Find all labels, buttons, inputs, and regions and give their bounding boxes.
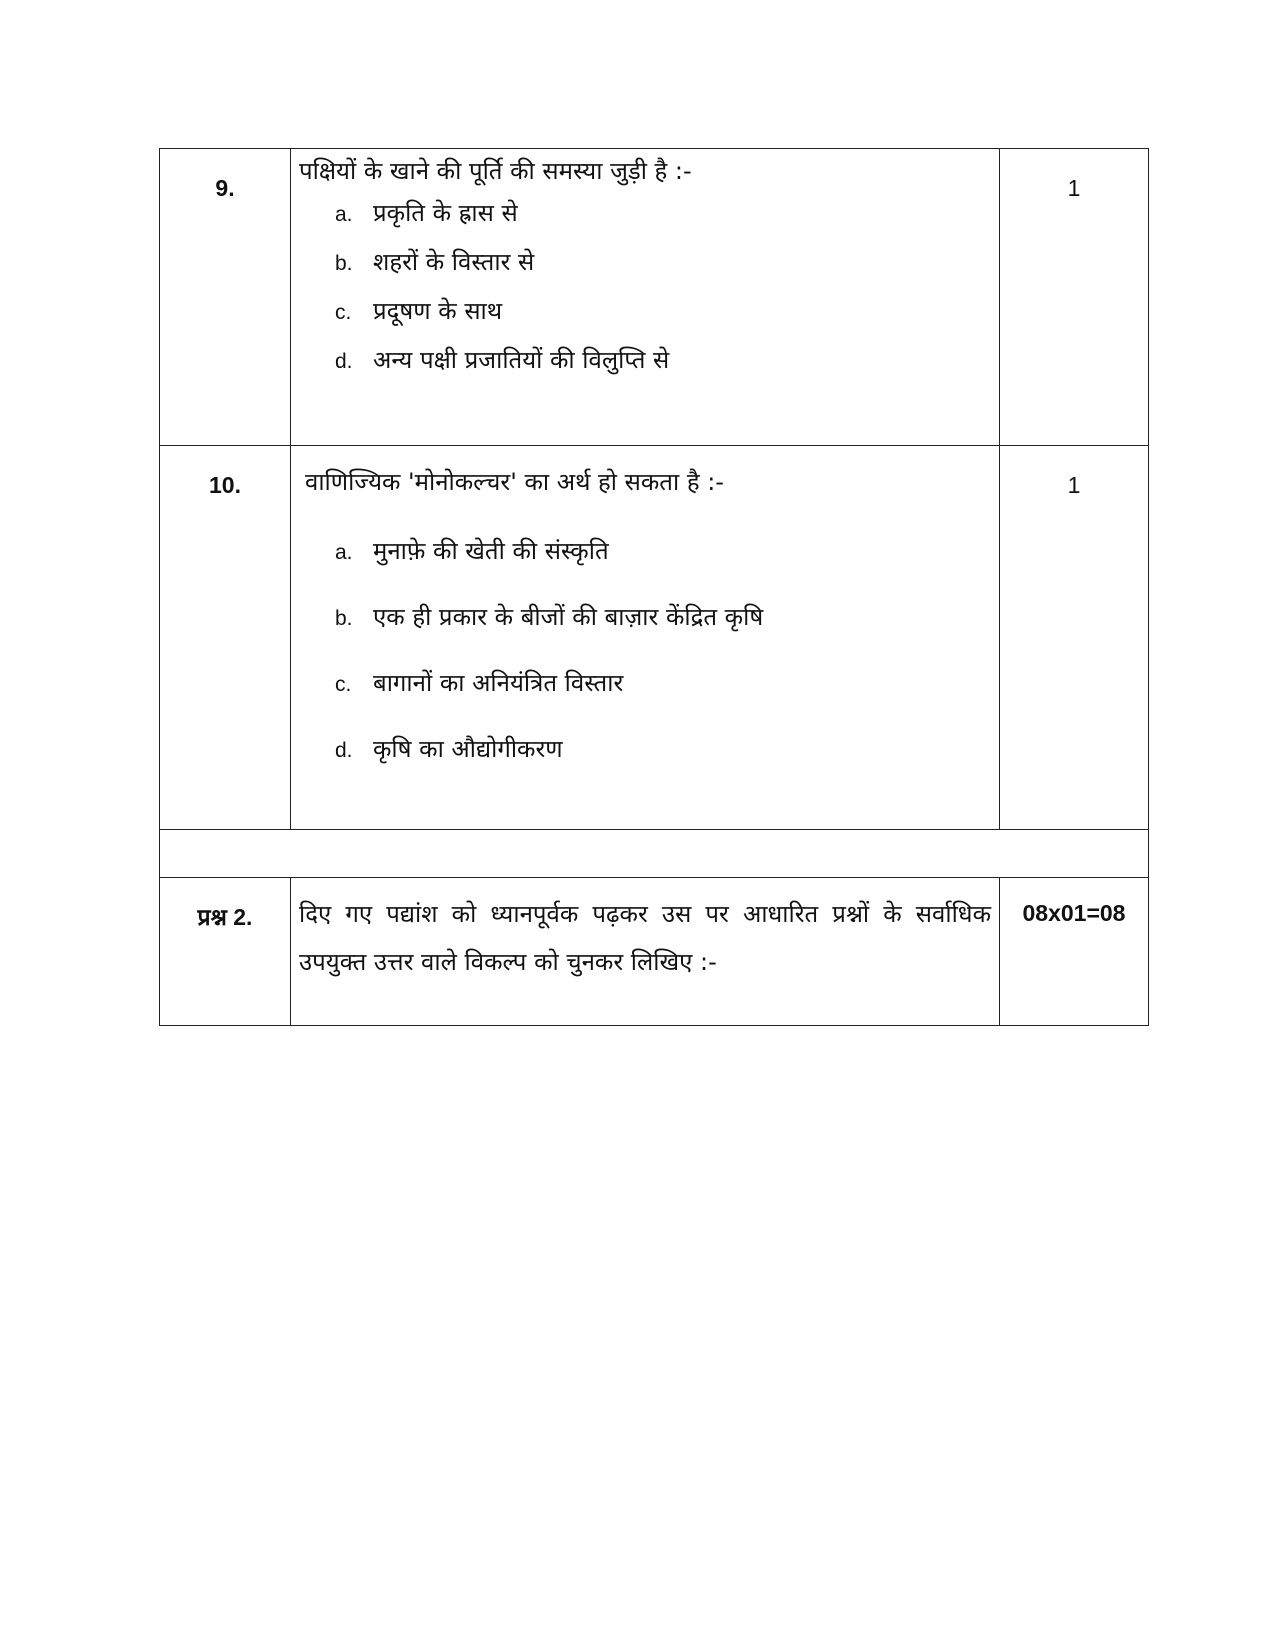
question-number: 10. xyxy=(160,446,291,830)
question-body xyxy=(291,149,1000,446)
question-marks: 1 xyxy=(1000,149,1149,446)
option-letter: d. xyxy=(335,739,353,762)
option-text: प्रदूषण के साथ xyxy=(373,297,503,325)
option-b xyxy=(335,238,999,287)
options-list xyxy=(291,189,999,385)
question-body xyxy=(291,446,1000,830)
question-stem: पक्षियों के खाने की पूर्ति की समस्या जुड़ी है :- xyxy=(299,157,692,185)
question-row-10 xyxy=(160,446,1149,830)
option-letter: c. xyxy=(335,673,352,696)
option-a xyxy=(335,518,999,584)
option-text: मुनाफ़े की खेती की संस्कृति xyxy=(373,537,609,565)
option-text: शहरों के विस्तार से xyxy=(373,248,535,276)
option-b xyxy=(335,584,999,650)
options-list xyxy=(291,518,999,782)
option-letter: d. xyxy=(335,350,353,373)
blank-cell xyxy=(160,830,1149,878)
question-number: 9. xyxy=(160,149,291,446)
section-row-2 xyxy=(160,878,1149,1026)
option-letter: b. xyxy=(335,252,353,275)
question-row-9 xyxy=(160,149,1149,446)
question-table xyxy=(159,148,1149,1026)
section-marks: 08x01=08 xyxy=(1000,878,1149,1026)
option-letter: a. xyxy=(335,541,353,564)
option-letter: a. xyxy=(335,203,353,226)
option-text: बागानों का अनियंत्रित विस्तार xyxy=(373,669,624,697)
option-text: कृषि का औद्योगीकरण xyxy=(373,735,563,763)
question-marks: 1 xyxy=(1000,446,1149,830)
section-number: प्रश्न 2. xyxy=(160,878,291,1026)
blank-separator-row xyxy=(160,830,1149,878)
option-text: एक ही प्रकार के बीजों की बाज़ार केंद्रित कृषि xyxy=(373,603,764,631)
option-c xyxy=(335,650,999,716)
option-d xyxy=(335,716,999,782)
section-instruction: दिए गए पद्यांश को ध्यानपूर्वक पढ़कर उस पर आधारित प्रश्नों के सर्वाधिक उपयुक्त उत्तर वाले विकल्प को चुनकर लिखिए :- xyxy=(299,900,991,976)
question-stem: वाणिज्यिक 'मोनोकल्चर' का अर्थ हो सकता है :- xyxy=(305,468,724,496)
option-text: अन्य पक्षी प्रजातियों की विलुप्ति से xyxy=(373,346,670,374)
option-text: प्रकृति के ह्रास से xyxy=(373,199,518,227)
option-a xyxy=(335,189,999,238)
option-c xyxy=(335,287,999,336)
option-d xyxy=(335,336,999,385)
option-letter: c. xyxy=(335,301,352,324)
section-body xyxy=(291,878,1000,1026)
option-letter: b. xyxy=(335,607,353,630)
